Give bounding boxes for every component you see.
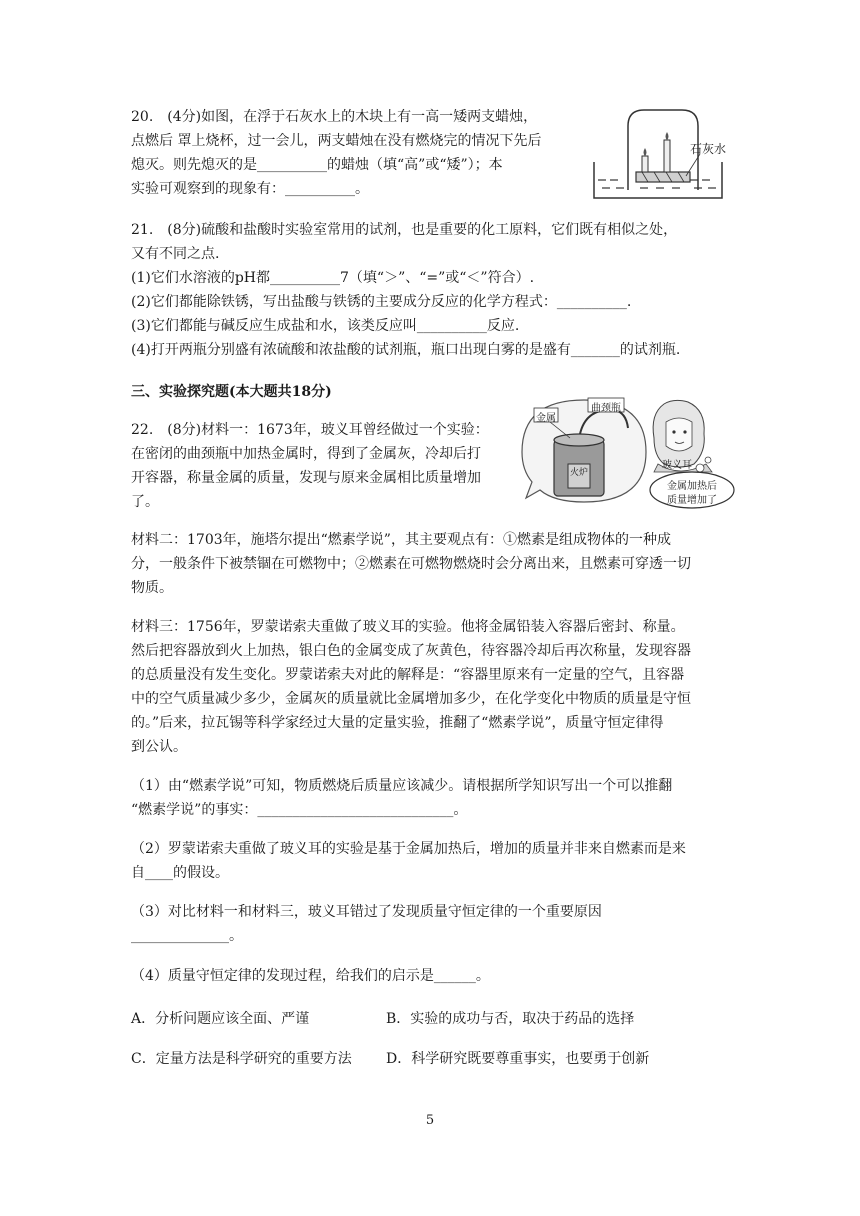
q21-line-2: 又有不同之点. xyxy=(131,246,220,262)
q21-line-6: (4)打开两瓶分别盛有浓硫酸和浓盐酸的试剂瓶，瓶口出现白雾的是盛有_______的试剂瓶. xyxy=(131,342,681,358)
sub2-line-1: （2）罗蒙诺索夫重做了玻义耳的实验是基于金属加热后，增加的质量并非来自燃素而是来 xyxy=(131,841,686,857)
boyle-experiment-figure xyxy=(514,394,738,512)
q22-line-1: 22. (8分)材料一：1673年，玻义耳曾经做过一个实验： xyxy=(131,422,489,438)
sub3-line-1: （3）对比材料一和材料三，玻义耳错过了发现质量守恒定律的一个重要原因 xyxy=(131,904,602,920)
material3-line-4: 中的空气质量减少多少，金属灰的质量就比金属增加多少，在化学变化中物质的质量是守恒 xyxy=(131,691,691,707)
material3-line-5: 的。”后来，拉瓦锡等科学家经过大量的定量实验，推翻了“燃素学说”，质量守恒定律得 xyxy=(131,715,664,731)
option-d: D．科学研究既要尊重事实，也要勇于创新 xyxy=(386,1051,650,1067)
material3-line-3: 的总质量没有发生变化。罗蒙诺索夫对此的解释是：“容器里原来有一定量的空气，且容器 xyxy=(131,667,685,683)
q20-line-3: 熄灭。则先熄灭的是__________的蜡烛（填“高”或“矮”）；本 xyxy=(131,157,503,173)
material2-line-2: 分，一般条件下被禁锢在可燃物中；②燃素在可燃物燃烧时会分离出来，且燃素可穿透一切 xyxy=(131,556,691,572)
material3-line-2: 然后把容器放到火上加热，银白色的金属变成了灰黄色，待容器冷却后再次称量，发现容器 xyxy=(131,643,691,659)
q21-line-1: 21. (8分)硫酸和盐酸时实验室常用的试剂，也是重要的化工原料，它们既有相似之处， xyxy=(131,222,678,238)
flask-label: 曲颈瓶 xyxy=(591,403,621,414)
option-b: B．实验的成功与否，取决于药品的选择 xyxy=(386,1011,635,1027)
option-c: C．定量方法是科学研究的重要方法 xyxy=(131,1051,352,1067)
q22-line-2: 在密闭的曲颈瓶中加热金属时，得到了金属灰，冷却后打 xyxy=(131,446,481,462)
q20-line-1: 20. (4分)如图，在浮于石灰水上的木块上有一高一矮两支蜡烛， xyxy=(131,109,538,125)
q21-line-5: (3)它们都能与碱反应生成盐和水，该类反应叫__________反应. xyxy=(131,318,520,334)
q20-line-4: 实验可观察到的现象有：__________。 xyxy=(131,181,369,197)
sub1-line-2: “燃素学说”的事实：____________________________。 xyxy=(131,802,468,818)
material2-line-3: 物质。 xyxy=(131,580,173,596)
q20-line-2: 点燃后 罩上烧杯，过一会儿，两支蜡烛在没有燃烧完的情况下先后 xyxy=(131,133,542,149)
q21-line-4: (2)它们都能除铁锈，写出盐酸与铁锈的主要成分反应的化学方程式：__________. xyxy=(131,294,632,310)
material3-line-6: 到公认。 xyxy=(131,739,187,755)
page-number: 5 xyxy=(425,1113,435,1128)
metal-label: 金属 xyxy=(536,413,556,424)
sub3-line-2: ______________。 xyxy=(131,928,243,944)
material3-line-1: 材料三：1756年，罗蒙诺索夫重做了玻义耳的实验。他将金属铅装入容器后密封、称量。 xyxy=(131,619,685,635)
lime-water-label: 石灰水 xyxy=(690,142,727,156)
section-heading: 三、实验探究题(本大题共18分) xyxy=(131,384,332,400)
q22-line-3: 开容器，称量金属的质量，发现与原来金属相比质量增加 xyxy=(131,470,481,486)
q22-line-4: 了。 xyxy=(131,494,159,510)
material2-line-1: 材料二：1703年，施塔尔提出“燃素学说”，其主要观点有：①燃素是组成物体的一种成 xyxy=(131,532,671,548)
bubble-text-line-1: 金属加热后 xyxy=(667,481,717,492)
sub4-line: （4）质量守恒定律的发现过程，给我们的启示是______。 xyxy=(131,968,490,984)
sub1-line-1: （1）由“燃素学说”可知，物质燃烧后质量应该减少。请根据所学知识写出一个可以推翻 xyxy=(131,778,673,794)
option-a: A．分析问题应该全面、严谨 xyxy=(131,1011,310,1027)
sub2-line-2: 自____的假设。 xyxy=(131,865,229,881)
bubble-text-line-2: 质量增加了 xyxy=(667,495,717,506)
fire-label: 火炉 xyxy=(570,468,589,478)
candle-beaker-figure xyxy=(590,106,740,206)
boyle-name-label: 玻义耳 xyxy=(662,460,692,471)
q21-line-3: (1)它们水溶液的pH都__________7（填“＞”、“=”或“＜”符合）. xyxy=(131,270,535,286)
